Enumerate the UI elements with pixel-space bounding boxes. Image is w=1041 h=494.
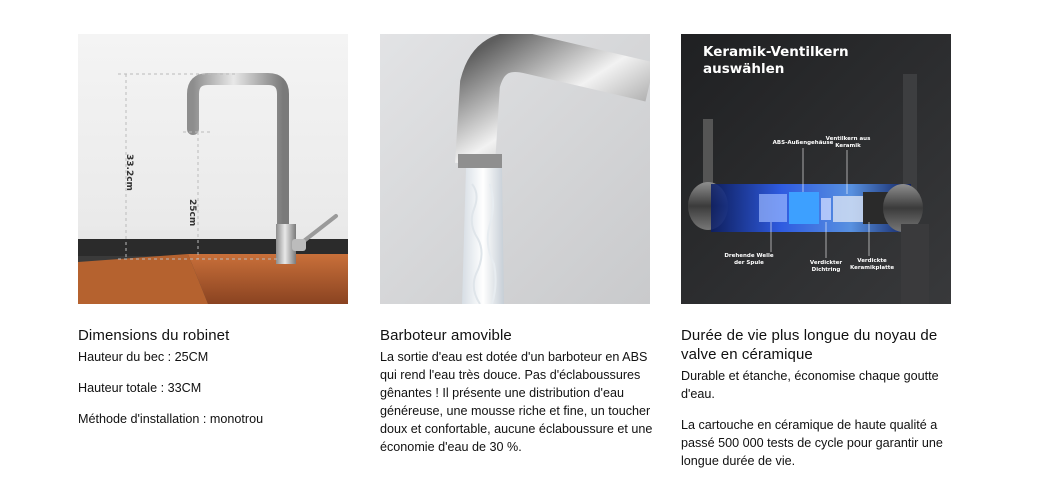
valve-heading-line1: Keramik-Ventilkern xyxy=(703,44,849,60)
label-seal: Verdickter Dichtring xyxy=(809,260,843,273)
ceramic-valve-core-image xyxy=(681,34,951,304)
card-title: Barboteur amovible xyxy=(380,327,512,344)
valve-image-heading xyxy=(703,44,849,78)
valve-heading-line2: auswählen xyxy=(703,61,785,77)
card-paragraph: La cartouche en céramique de haute qualité a passé 500 000 tests de cycle pour garantir une longue durée de vie. xyxy=(681,418,943,468)
card-title: Dimensions du robinet xyxy=(78,327,230,344)
card-title: Durée de vie plus longue du noyau de valve en céramique xyxy=(681,327,938,363)
spout-height-line: Hauteur du bec : 25CM xyxy=(78,350,209,364)
spout-height-label: 25cm xyxy=(187,199,197,227)
total-height-label: 33.2cm xyxy=(124,154,134,191)
label-housing: ABS-Außengehäuse xyxy=(772,140,834,146)
card-text: La sortie d'eau est dotée d'un barboteur en ABS qui rend l'eau très douce. Pas d'éclaboussures gênantes ! Il présente une distribution d'eau généreuse, une mousse riche et fine, un toucher doux et confortable, aucune éclaboussure et une économie d'eau de 30 %. xyxy=(380,350,653,454)
label-core: Ventilkern aus Keramik xyxy=(825,136,871,149)
aerator-water-image xyxy=(380,34,650,304)
feature-card-dimensions xyxy=(78,34,350,441)
card-text xyxy=(681,367,956,470)
label-plate: Verdickte Keramikplatte xyxy=(849,258,895,271)
card-paragraph: Durable et étanche, économise chaque goutte d'eau. xyxy=(681,369,939,401)
faucet-dimensions-image xyxy=(78,34,348,304)
feature-card-aerator xyxy=(380,34,652,456)
card-text xyxy=(78,348,350,428)
label-shaft: Drehende Welle der Spule xyxy=(724,253,774,266)
installation-method-line: Méthode d'installation : monotrou xyxy=(78,412,264,426)
feature-card-ceramic-valve xyxy=(681,34,953,483)
total-height-line: Hauteur totale : 33CM xyxy=(78,381,202,395)
